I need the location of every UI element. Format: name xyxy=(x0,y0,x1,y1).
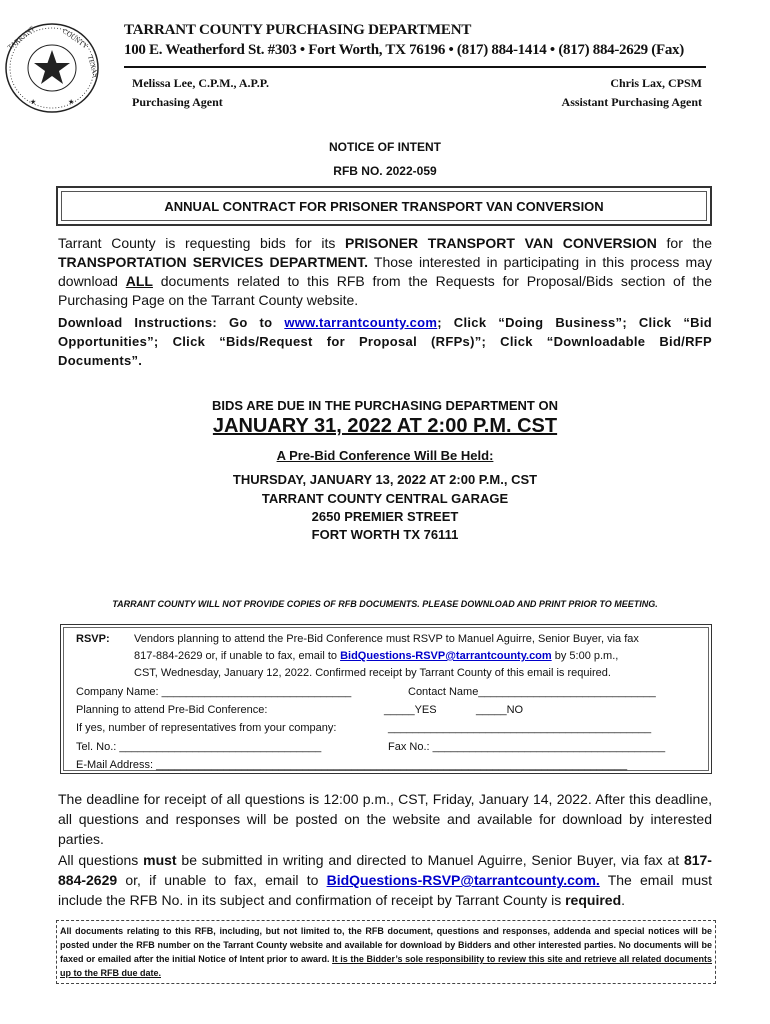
notice-heading: NOTICE OF INTENT xyxy=(329,140,441,154)
contact-name-field[interactable]: Contact Name_____________________________ xyxy=(408,686,656,698)
questions-submission-paragraph: All questions must be submitted in writing and directed to Manuel Aguirre, Senior Buyer, via fax at 817-884-2629 or, if unable to fax, email to BidQuestions-RSVP@tarrantcounty.com. The email must include the RFB No. in its subject and confirmation of receipt by Tarrant County is required. xyxy=(58,852,712,908)
attend-no-field[interactable]: _____NO xyxy=(476,704,524,716)
purchasing-agent-name: Melissa Lee, C.P.M., A.P.P. xyxy=(132,76,269,90)
questions-deadline-paragraph: The deadline for receipt of all questions is 12:00 p.m., CST, Friday, January 14, 2022. After this deadline, all questions and responses will be posted on the website and available for download by interested parties. xyxy=(58,791,712,847)
header-divider xyxy=(124,66,706,68)
copies-notice: TARRANT COUNTY WILL NOT PROVIDE COPIES OF RFB DOCUMENTS. PLEASE DOWNLOAD AND PRINT PRIOR TO MEETING. xyxy=(112,599,658,609)
assistant-agent-title: Assistant Purchasing Agent xyxy=(561,95,702,109)
county-website-link[interactable]: www.tarrantcounty.com xyxy=(284,315,438,330)
prebid-city: FORT WORTH TX 76111 xyxy=(311,527,459,542)
svg-text:TARRANT: TARRANT xyxy=(6,24,37,52)
questions-email-link[interactable]: BidQuestions-RSVP@tarrantcounty.com. xyxy=(326,872,600,888)
attend-yes-field[interactable]: _____YES xyxy=(384,704,437,716)
department-name: TARRANT COUNTY PURCHASING DEPARTMENT xyxy=(124,22,472,38)
planning-to-attend-label: Planning to attend Pre-Bid Conference: xyxy=(76,704,268,716)
representatives-field[interactable]: ___________________________________________ xyxy=(388,722,652,734)
download-instructions: Download Instructions: Go to www.tarrantcounty.com; Click “Doing Business”; Click “Bid Opportunities”; Click “Bids/Request for Proposal (RFPs)”; Click “Downloadable Bid/RFP Documents”. xyxy=(58,315,712,368)
svg-text:TEXAS: TEXAS xyxy=(86,54,100,79)
assistant-agent-block xyxy=(562,74,702,112)
purchasing-agent-block xyxy=(132,74,269,112)
prebid-location: TARRANT COUNTY CENTRAL GARAGE xyxy=(261,491,509,506)
rsvp-label: RSVP: xyxy=(76,633,110,645)
department-address: 100 E. Weatherford St. #303 • Fort Worth, TX 76196 • (817) 884-1414 • (817) 884-2629 (Fax) xyxy=(124,42,684,58)
bids-due-label: BIDS ARE DUE IN THE PURCHASING DEPARTMENT ON xyxy=(212,398,558,413)
contract-title-box xyxy=(56,186,712,226)
company-name-field[interactable]: Company Name: _______________________________ xyxy=(76,686,352,698)
prebid-datetime: THURSDAY, JANUARY 13, 2022 AT 2:00 P.M., CST xyxy=(232,472,538,487)
svg-text:★: ★ xyxy=(68,99,75,106)
rsvp-email-link[interactable]: BidQuestions-RSVP@tarrantcounty.com xyxy=(340,650,552,662)
svg-text:COUNTY: COUNTY xyxy=(60,27,90,51)
county-seal xyxy=(2,20,120,116)
documents-notice-box xyxy=(56,920,716,984)
assistant-agent-name: Chris Lax, CPSM xyxy=(610,76,702,90)
rsvp-form xyxy=(60,624,712,774)
prebid-street: 2650 PREMIER STREET xyxy=(311,509,459,524)
bids-due-date: JANUARY 31, 2022 AT 2:00 P.M. CST xyxy=(212,415,558,437)
rsvp-instructions-line1: Vendors planning to attend the Pre-Bid Conference must RSVP to Manuel Aguirre, Senior Buyer, via fax xyxy=(134,633,639,645)
email-address-field[interactable]: E-Mail Address: _____________________________________________________________________________ xyxy=(76,759,628,771)
documents-notice: All documents relating to this RFB, including, but not limited to, the RFB document, questions and responses, addenda and special notices will be posted under the RFB number on the Tarrant County website and available for download by Bidders and other interested parties. No documents will be faxed or emailed after the initial Notice of Intent prior to award. It is the Bidder’s sole responsibility to review this site and retrieve all related documents up to the RFB due date. xyxy=(60,926,713,978)
fax-field[interactable]: Fax No.: ______________________________________ xyxy=(388,741,666,753)
representatives-label: If yes, number of representatives from your company: xyxy=(76,722,337,734)
rsvp-instructions-line3: CST, Wednesday, January 12, 2022. Confirmed receipt by Tarrant County of this email is required. xyxy=(134,667,611,679)
contract-title: ANNUAL CONTRACT FOR PRISONER TRANSPORT VAN CONVERSION xyxy=(61,191,707,221)
svg-text:★: ★ xyxy=(30,99,37,106)
intro-paragraph: Tarrant County is requesting bids for its PRISONER TRANSPORT VAN CONVERSION for the TRANSPORTATION SERVICES DEPARTMENT. Those interested in participating in this process may download ALL documents related to this RFB from the Requests for Proposal/Bids section of the Purchasing Page on the Tarrant County website. xyxy=(58,235,713,308)
purchasing-agent-title: Purchasing Agent xyxy=(132,95,223,109)
rfb-number: RFB NO. 2022-059 xyxy=(333,164,437,178)
prebid-heading: A Pre-Bid Conference Will Be Held: xyxy=(276,448,494,463)
telephone-field[interactable]: Tel. No.: _________________________________ xyxy=(76,741,322,753)
rsvp-instructions-line2: 817-884-2629 or, if unable to fax, email to BidQuestions-RSVP@tarrantcounty.com by 5:00 p.m., xyxy=(134,650,619,662)
